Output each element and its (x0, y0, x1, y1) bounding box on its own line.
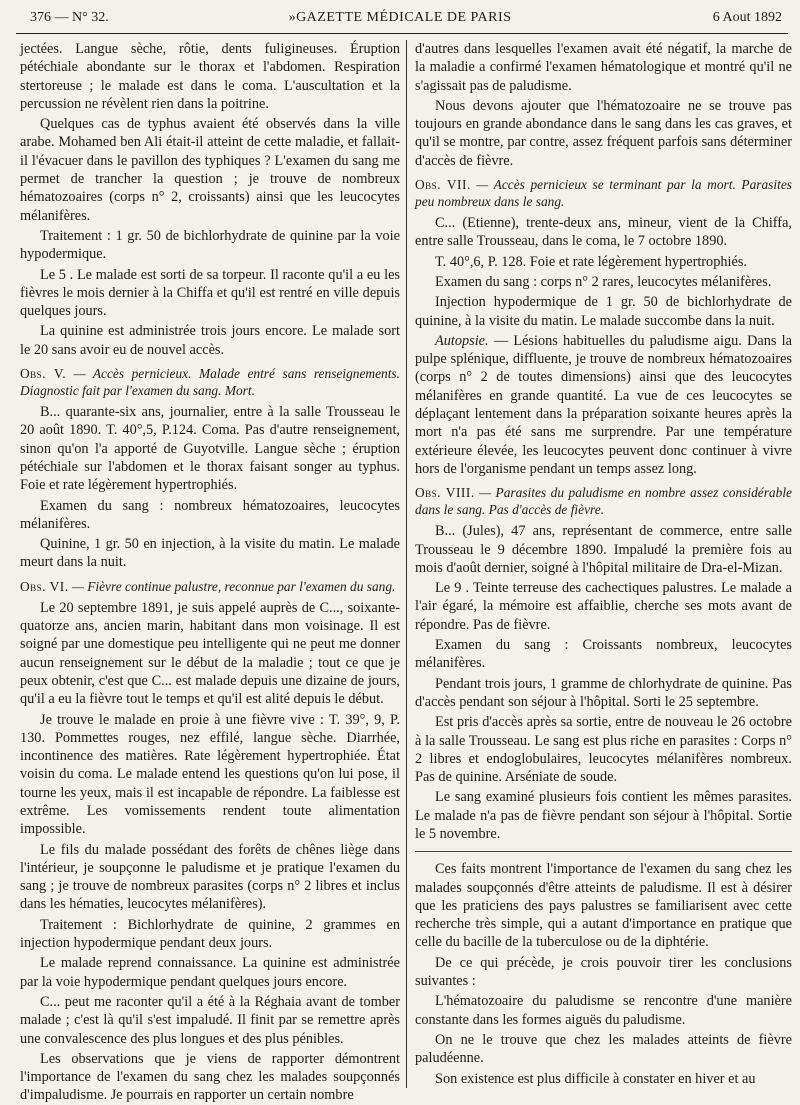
observation-label: Obs. VII. (415, 177, 471, 193)
paragraph: d'autres dans lesquelles l'examen avait été négatif, la marche de la maladie a confirmé l'examen hématologique et montré qu'il ne s'agissait pas de paludisme. (415, 41, 792, 94)
observation-label: Obs. V. (20, 366, 67, 382)
observation-label: Obs. VIII. (415, 485, 475, 501)
paragraph: T. 40°,6, P. 128. Foie et rate légèrement hypertrophiés. (435, 253, 747, 270)
paragraph: Examen du sang : Croissants nombreux, leucocytes mélanifères. (415, 637, 792, 672)
paragraph: Quinine, 1 gr. 50 en injection, à la visite du matin. Le malade meurt dans la nuit. (20, 536, 400, 571)
paragraph: L'hématozoaire du paludisme se rencontre d'une manière constante dans les formes aiguës du paludisme. (415, 993, 792, 1028)
observation-title: — Fièvre continue palustre, reconnue par l'examen du sang. (68, 578, 396, 594)
paragraph: B... quarante-six ans, journalier, entre à la salle Trousseau le 20 août 1890. T. 40°,5, P.124. Coma. Pas d'autre renseignement, sinon qu'on l'a apporté de Guyotville. Langue sèche ; éruption pétéchiale sur l'abdomen et le thorax faisant songer au typhus. Foie et rate légèrement hypertrophiés. (20, 404, 400, 494)
observation-heading (20, 578, 400, 595)
paragraph: Est pris d'accès après sa sortie, entre de nouveau le 26 octobre à la salle Trousseau. Le sang est plus riche en parasites : Corps n° 2 libres et endoglobulaires, leucocytes mélanifères nombreux. Pas de quinine. Arséniate de soude. (415, 714, 792, 786)
paragraph: Traitement : 1 gr. 50 de bichlorhydrate de quinine par la voie hypodermique. (20, 227, 400, 263)
paragraph: Son existence est plus difficile à constater en hiver et au (435, 1070, 756, 1087)
paragraph: Examen du sang : nombreux hématozoaires, leucocytes mélanifères. (20, 497, 400, 532)
paragraph: Ces faits montrent l'importance de l'examen du sang chez les malades soupçonnés d'être atteints de paludisme. Il est à désirer que les praticiens des pays palustres se familiarisent avec cette recherche très simple, qui a autant d'importance en pratique que celle du bacille de la tuberculose ou de la diphtérie. (415, 861, 792, 951)
observation-heading (415, 484, 792, 518)
observation-title: — Accès pernicieux se terminant par la mort. Parasites peu nombreux dans le sang. (415, 177, 792, 210)
section-divider (415, 851, 792, 852)
paragraph: Nous devons ajouter que l'hématozoaire ne se trouve pas toujours en grande abondance dans le sang dans les cas graves, et qu'il se montre, par contre, assez fréquent parfois sans déterminer d'accès de fièvre. (415, 97, 792, 169)
issue-date: 6 Aout 1892 (712, 10, 782, 25)
column-divider (406, 40, 407, 1088)
autopsy-label: Autopsie. (435, 332, 489, 349)
paragraph: Je trouve le malade en proie à une fièvre vive : T. 39°, 9, P. 130. Pommettes rouges, nez effilé, langue sèche. Diarrhée, incontinence des matières. Rate légèrement hypertrophiée. État voisin du coma. Le malade entend les questions qu'on lui pose, il tourne les yeux, mais il est incapable de répondre. La faiblesse est extrême. Les vomissements rendent toute alimentation impossible. (20, 711, 400, 838)
observation-title: — Accès pernicieux. Malade entré sans renseignements. Diagnostic fait par l'examen du sang. Mort. (20, 366, 400, 399)
paragraph: Quelques cas de typhus avaient été observés dans la ville arabe. Mohamed ben Ali était-il atteint de cette maladie, et fallait-il l'évacuer dans le pavillon des typhiques ? L'examen du sang me permet de trancher la question ; je trouve de nombreux hématozoaires (corps n° 2, croissants) ainsi que les leucocytes mélanifères. (20, 116, 400, 224)
observation-heading (415, 176, 792, 210)
paragraph: Le 9 . Teinte terreuse des cachectiques palustres. Le malade a l'air égaré, la mémoire est affaiblie, cherche ses mots avant de répondre. Pas de fièvre. (415, 580, 792, 633)
right-column (415, 40, 792, 1092)
journal-title: »GAZETTE MÉDICALE DE PARIS (288, 10, 512, 25)
paragraph: Les observations que je viens de rapporter démontrent l'importance de l'examen du sang chez les malades soupçonnés d'impaludisme. Je pourrais en rapporter un certain nombre (20, 1050, 400, 1104)
paragraph: jectées. Langue sèche, rôtie, dents fuligineuses. Éruption pétéchiale abondante sur le thorax et l'abdomen. Respiration stertoreuse ; le malade est dans le coma. L'auscultation et la percussion ne révèlent rien dans la poitrine. (20, 41, 400, 112)
observation-heading (20, 365, 400, 399)
paragraph: De ce qui précède, je crois pouvoir tirer les conclusions suivantes : (415, 954, 792, 990)
paragraph: C... (Etienne), trente-deux ans, mineur, vient de la Chiffa, entre salle Trousseau, dans le coma, le 7 octobre 1890. (415, 215, 792, 250)
paragraph: La quinine est administrée trois jours encore. Le malade sort le 20 sans avoir eu de nouvel accès. (20, 323, 400, 358)
paragraph: C... peut me raconter qu'il a été à la Réghaia avant de tomber malade ; c'est là qu'il s'est impaludé. Il finit par se remettre après une convalescence des plus longues et des plus pénibles. (20, 993, 400, 1047)
observation-label: Obs. VI. (20, 578, 69, 594)
paragraph: Traitement : Bichlorhydrate de quinine, 2 grammes en injection hypodermique pendant deux jours. (20, 916, 400, 952)
paragraph: Le fils du malade possédant des forêts de chênes liège dans l'intérieur, je soupçonne le paludisme et je pratique l'examen du sang ; je trouve de nombreux parasites (corps n° 2 libres et inclus dans les hématies, leucocytes mélanifères). (20, 841, 400, 913)
page-header (12, 6, 788, 30)
paragraph: B... (Jules), 47 ans, représentant de commerce, entre salle Trousseau le 9 décembre 1890. Impaludé la première fois au mois d'août dernier, soigné à l'hôpital militaire de Dra-el-Mizan. (415, 523, 792, 576)
autopsy-paragraph (415, 332, 792, 478)
paragraph: Examen du sang : corps n° 2 rares, leucocytes mélanifères. (435, 273, 772, 290)
left-column (20, 40, 400, 1104)
header-rule (16, 33, 788, 34)
autopsy-text: — Lésions habituelles du paludisme aigu. Dans la pulpe splénique, diffluente, je trouve de nombreux hématozoaires (corps n° 2 de toutes dimensions) ainsi que des leucocytes mélanifères en grande quantité. La vue de ces leucocytes se déplaçant lentement dans la préparation soixante heures après la mort n'a pas été sans me surprendre. Par une température extérieure élevée, les leucocytes peuvent donc continuer à vivre hors de l'organisme pendant un temps assez long. (415, 332, 792, 477)
paragraph: Le 20 septembre 1891, je suis appelé auprès de C..., soixante-quatorze ans, ancien marin, habitant dans mon voisinage. Il est soigné par une domestique peu intelligente qui ne peut me donner aucun renseignement sur le début de la maladie ; tout ce que je peux obtenir, c'est que C... est malade depuis une dizaine de jours, qu'il a eu la fièvre tout le temps et qu'il est alité depuis le début. (20, 599, 400, 708)
page-number: 376 — N° 32. (30, 10, 109, 25)
paragraph: Pendant trois jours, 1 gramme de chlorhydrate de quinine. Pas d'accès pendant son séjour à l'hôpital. Sorti le 25 septembre. (415, 675, 792, 710)
paragraph: On ne le trouve que chez les malades atteints de fièvre paludéenne. (415, 1031, 792, 1067)
paragraph: Le sang examiné plusieurs fois contient les mêmes parasites. Le malade n'a pas de fièvre pendant son séjour à l'hôpital. Sortie le 5 novembre. (415, 789, 792, 842)
paragraph: Injection hypodermique de 1 gr. 50 de bichlorhydrate de quinine, à la visite du matin. Le malade succombe dans la nuit. (415, 294, 792, 329)
observation-title: — Parasites du paludisme en nombre assez considérable dans le sang. Pas d'accès de fièvre. (415, 485, 792, 518)
paragraph: Le 5 . Le malade est sorti de sa torpeur. Il raconte qu'il a eu les fièvres le mois dernier à la Chiffa et qu'il est rentré en ville depuis quelques jours. (20, 266, 400, 320)
paragraph: Le malade reprend connaissance. La quinine est administrée par la voie hypodermique pendant quelques jours encore. (20, 955, 400, 990)
